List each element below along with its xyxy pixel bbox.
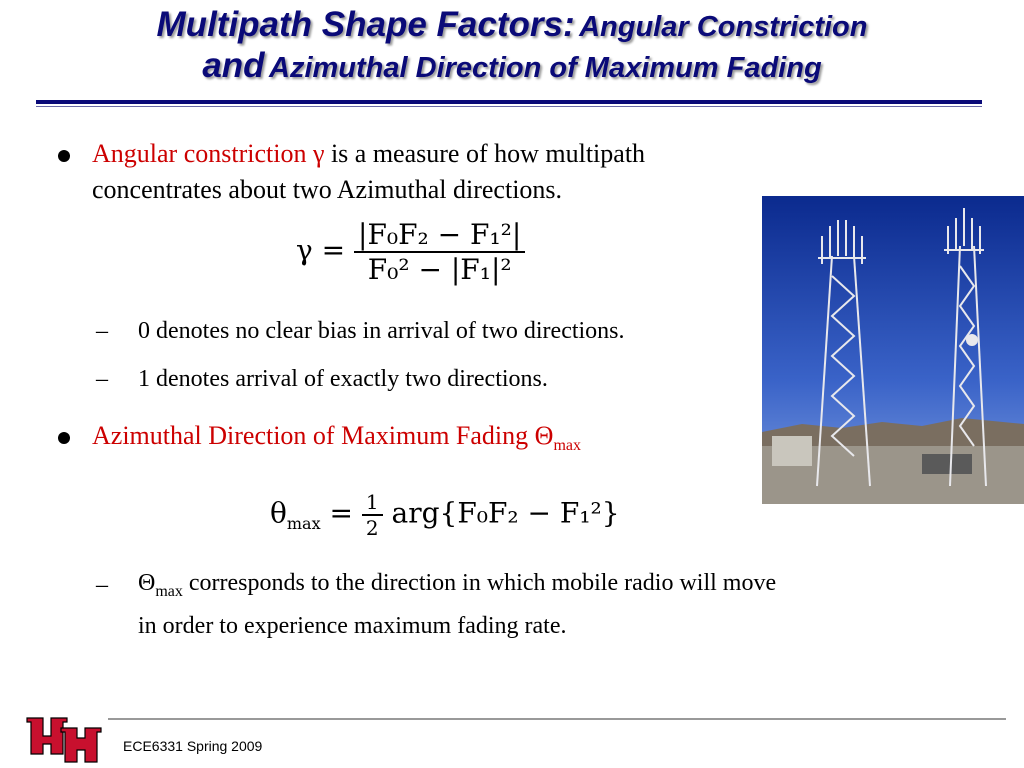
gamma-formula: [296, 218, 525, 286]
title-main: Multipath Shape Factors:: [156, 5, 575, 44]
formula-1-lhs: γ =: [296, 233, 346, 267]
slide-title: [0, 5, 1024, 90]
bullet-2-term: Azimuthal Direction of Maximum Fading: [92, 421, 529, 450]
formula-2-lhs-sub: max: [286, 514, 321, 534]
title-divider: [36, 100, 982, 104]
formula-1-fraction: [354, 218, 525, 286]
footer-course: ECE6331 Spring 2009: [123, 738, 263, 754]
bullet-1: [92, 136, 792, 208]
sub-bullet-3-text: corresponds to the direction in which mobile radio will move: [188, 570, 777, 596]
dash-1: –: [96, 318, 108, 344]
theta-formula: [270, 490, 620, 540]
bullet-1-text-2: concentrates about two Azimuthal directions.: [92, 175, 563, 204]
title-sub: Angular Constriction: [579, 11, 868, 43]
bullet-dot-2: [58, 432, 70, 444]
formula-2-half: [362, 490, 383, 540]
theta-max-sub: max: [155, 582, 183, 600]
theta-subscript: max: [553, 437, 581, 455]
title-divider-thin: [36, 106, 982, 107]
uh-logo: [25, 716, 105, 766]
bullet-2: [92, 418, 581, 464]
formula-2-eq: =: [329, 496, 353, 530]
logo-letter-h: [61, 728, 101, 762]
rooftop-unit: [772, 436, 812, 466]
bullet-1-term: Angular constriction: [92, 139, 307, 168]
gamma-symbol: γ: [312, 139, 325, 168]
dash-2: –: [96, 366, 108, 392]
footer-divider: [108, 718, 1006, 720]
formula-2-arg: arg{F₀F₂ − F₁²}: [391, 496, 620, 530]
logo-letter-u: [27, 718, 67, 754]
sub-bullet-3-text-2: in order to experience maximum fading rate.: [138, 612, 567, 639]
theta-symbol: Θ: [534, 421, 554, 450]
formula-1-denominator: F₀² − |F₁|²: [367, 253, 512, 286]
theta-max-symbol: Θ: [138, 570, 156, 596]
title-line-2: [0, 46, 1024, 90]
title-sub-2: Azimuthal Direction of Maximum Fading: [269, 52, 822, 84]
dash-3: –: [96, 572, 108, 598]
formula-2-half-num: 1: [362, 490, 383, 516]
title-line-1: [0, 5, 1024, 49]
antenna-towers-photo: [762, 196, 1024, 504]
title-and: and: [202, 46, 265, 85]
sub-bullet-3: [138, 566, 988, 643]
sub-bullet-1: 0 denotes no clear bias in arrival of two directions.: [138, 318, 625, 344]
rooftop-box: [922, 454, 972, 474]
formula-1-numerator: |F₀F₂ − F₁²|: [354, 218, 525, 253]
bullet-dot-1: [58, 150, 70, 162]
formula-2-half-den: 2: [365, 516, 379, 540]
sub-bullet-2: 1 denotes arrival of exactly two directions.: [138, 366, 548, 392]
bullet-1-text: is a measure of how multipath: [330, 139, 646, 168]
formula-2-lhs: θ: [270, 496, 287, 530]
